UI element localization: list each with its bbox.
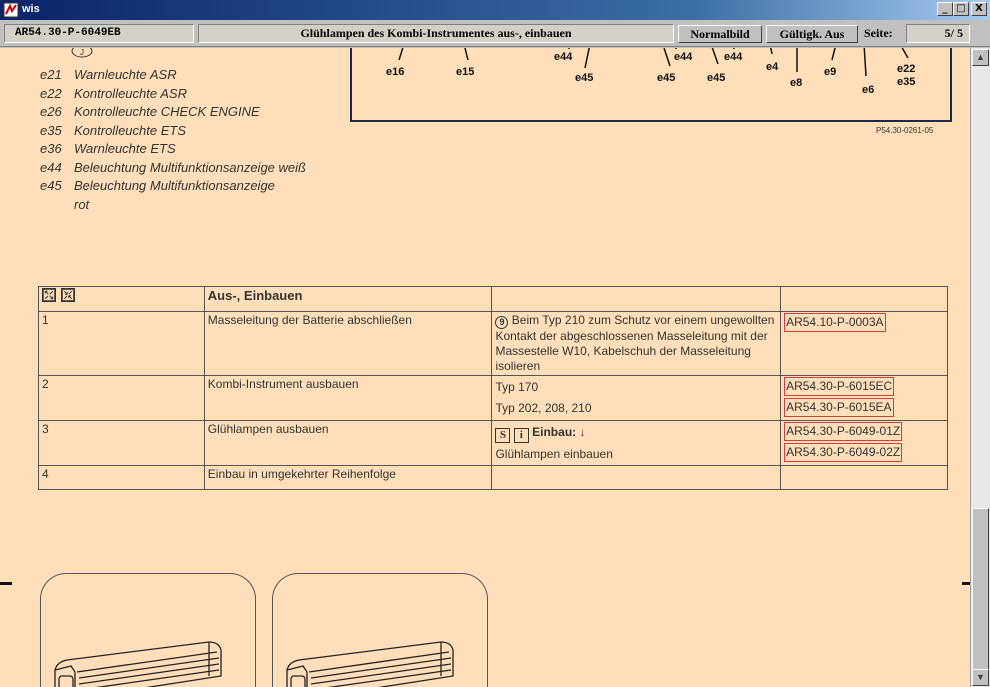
page-indicator: 5/ 5 [906,24,970,43]
bulb-holder-image [272,573,488,687]
step-number: 2 [39,376,205,421]
expand-all-icon[interactable] [42,288,56,302]
diagram-label: e4 [766,61,779,73]
diagram-label: e6 [862,84,875,96]
instrument-diagram [350,48,952,122]
step-action: Einbau in umgekehrter Reihenfolge [204,466,492,490]
table-row [39,466,948,490]
page-label: Seite: [864,26,893,40]
diagram-callouts [352,48,954,120]
app-icon [3,2,19,18]
diagram-label: e8 [790,77,803,89]
step-note: Typ 202, 208, 210 [495,401,592,415]
table-row [39,376,948,421]
bulb-holder-drawing [273,616,489,687]
diagram-label: e45 [707,72,726,84]
step-action: Kombi-Instrument ausbauen [204,376,492,421]
document-content [0,48,970,687]
info-icon[interactable]: i [514,428,529,443]
component-legend [40,66,306,214]
legend-item: e44 Beleuchtung Multifunktionsanzeige weiß [40,159,306,175]
document-id: AR54.30-P-6049EB [4,24,194,43]
scroll-down-icon[interactable]: ▼ [972,669,989,686]
minimize-button[interactable]: _ [937,2,953,16]
reference-link[interactable]: AR54.30-P-6015EA [784,398,893,417]
legend-item: e36 Warnleuchte ETS [40,141,176,156]
diagram-label: e22 [897,63,916,75]
step-action: Masseleitung der Batterie abschließen [204,312,492,376]
document-toolbar [0,20,990,47]
title-bar [0,0,990,20]
note-symbol-icon: 9 [495,316,508,329]
bulb-holder-drawing [41,616,257,687]
reference-link[interactable]: AR54.10-P-0003A [784,313,885,332]
diagram-label: e15 [456,66,475,78]
diagram-label: e45 [657,72,676,84]
reference-link[interactable]: AR54.30-P-6015EC [784,377,894,396]
window-controls [937,2,987,16]
legend-item: e22 Kontrolleuchte ASR [40,85,187,101]
table-header-title: Aus-, Einbauen [204,287,492,312]
diagram-label: e44 [724,51,743,63]
scroll-thumb[interactable] [972,508,989,676]
expand-collapse-icons [42,288,75,302]
page-marker-right [962,582,970,585]
legend-top-mark [70,48,94,58]
scroll-up-icon[interactable]: ▲ [972,49,989,66]
einbau-label: Einbau: ↓ [532,425,586,439]
diagram-label: e16 [386,66,405,78]
svg-text:J: J [80,48,84,57]
close-button[interactable]: X [971,2,987,16]
legend-item: e35 Kontrolleuchte ETS [40,122,187,138]
legend-item: e26 Kontrolleuchte CHECK ENGINE [40,104,260,119]
diagram-label: e45 [575,72,594,84]
step-note: Glühlampen einbauen [495,447,613,461]
maximize-button[interactable]: □ [953,2,969,16]
diagram-label: e35 [897,76,916,88]
diagram-label: e44 [674,51,693,63]
bulb-holder-image [40,573,256,687]
reference-link[interactable]: AR54.30-P-6049-01Z [784,422,902,441]
collapse-all-icon[interactable] [61,288,75,302]
procedure-table [38,286,948,490]
table-header-row [39,287,948,312]
step-number: 3 [39,421,205,466]
table-row [39,312,948,376]
legend-item: e45 Beleuchtung Multifunktionsanzeige [40,178,275,193]
step-action: Glühlampen ausbauen [204,421,492,466]
table-row [39,421,948,466]
step-note: Beim Typ 210 zum Schutz vor einem ungewollten Kontakt der abgeschlossenen Masseleitung mit der Massestelle W10, Kabelschuh der Masseleitung isolieren [495,313,775,373]
page-marker-left [0,582,12,585]
window-title: wis [22,3,40,15]
step-note: Typ 170 [495,380,539,394]
reference-link[interactable]: AR54.30-P-6049-02Z [784,443,902,462]
legend-continuation: rot [74,196,90,212]
gueltigkeit-button[interactable]: Gültigk. Aus [766,25,858,43]
diagram-label: e9 [824,66,837,78]
vertical-scrollbar[interactable] [970,48,990,687]
special-tool-icon[interactable]: S [495,428,510,443]
diagram-label: e44 [554,51,573,63]
document-title: Glühlampen des Kombi-Instrumentes aus-, einbauen [198,24,674,43]
legend-item: e21 Warnleuchte ASR [40,67,177,82]
step-number: 1 [39,312,205,376]
normalbild-button[interactable]: Normalbild [678,25,762,43]
step-number: 4 [39,466,205,490]
diagram-reference: P54.30-0261-05 [876,126,934,135]
